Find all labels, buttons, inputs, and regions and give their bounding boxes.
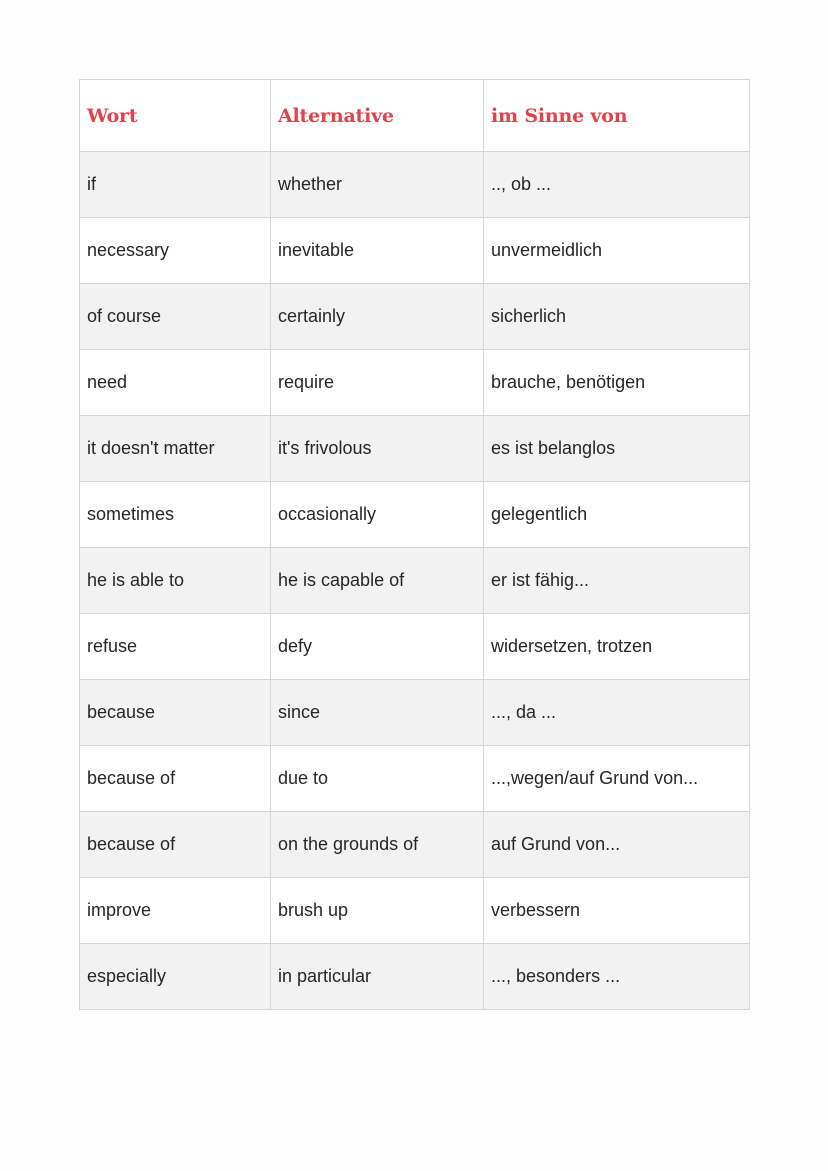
cell-meaning: ..., da ... [484, 680, 750, 746]
cell-meaning: es ist belanglos [484, 416, 750, 482]
cell-alternative: since [271, 680, 484, 746]
column-header-im-sinne-von: im Sinne von [484, 80, 750, 152]
cell-meaning: gelegentlich [484, 482, 750, 548]
vocabulary-table [79, 79, 750, 1010]
cell-meaning: verbessern [484, 878, 750, 944]
table-body [80, 152, 750, 1010]
cell-alternative: in particular [271, 944, 484, 1010]
cell-meaning: unvermeidlich [484, 218, 750, 284]
column-header-wort: Wort [80, 80, 271, 152]
cell-wort: need [80, 350, 271, 416]
cell-alternative: he is capable of [271, 548, 484, 614]
cell-alternative: on the grounds of [271, 812, 484, 878]
cell-meaning: ...,wegen/auf Grund von... [484, 746, 750, 812]
cell-meaning: sicherlich [484, 284, 750, 350]
cell-alternative: certainly [271, 284, 484, 350]
cell-wort: improve [80, 878, 271, 944]
table-row [80, 878, 750, 944]
table-row [80, 350, 750, 416]
cell-alternative: whether [271, 152, 484, 218]
table-row [80, 680, 750, 746]
cell-meaning: auf Grund von... [484, 812, 750, 878]
table-row [80, 416, 750, 482]
cell-meaning: .., ob ... [484, 152, 750, 218]
cell-wort: because of [80, 746, 271, 812]
cell-alternative: require [271, 350, 484, 416]
table-row [80, 482, 750, 548]
cell-meaning: widersetzen, trotzen [484, 614, 750, 680]
cell-wort: of course [80, 284, 271, 350]
cell-alternative: it's frivolous [271, 416, 484, 482]
table-row [80, 746, 750, 812]
cell-alternative: inevitable [271, 218, 484, 284]
cell-wort: especially [80, 944, 271, 1010]
table-row [80, 152, 750, 218]
cell-wort: refuse [80, 614, 271, 680]
cell-wort: sometimes [80, 482, 271, 548]
cell-alternative: due to [271, 746, 484, 812]
cell-meaning: brauche, benötigen [484, 350, 750, 416]
cell-meaning: ..., besonders ... [484, 944, 750, 1010]
cell-wort: he is able to [80, 548, 271, 614]
header-row [80, 80, 750, 152]
table-row [80, 812, 750, 878]
cell-wort: because [80, 680, 271, 746]
table-row [80, 944, 750, 1010]
cell-wort: it doesn't matter [80, 416, 271, 482]
cell-alternative: brush up [271, 878, 484, 944]
cell-wort: if [80, 152, 271, 218]
table-row [80, 614, 750, 680]
table-row [80, 548, 750, 614]
table-header [80, 80, 750, 152]
cell-alternative: occasionally [271, 482, 484, 548]
cell-wort: necessary [80, 218, 271, 284]
column-header-alternative: Alternative [271, 80, 484, 152]
cell-meaning: er ist fähig... [484, 548, 750, 614]
cell-wort: because of [80, 812, 271, 878]
cell-alternative: defy [271, 614, 484, 680]
table-row [80, 284, 750, 350]
table-row [80, 218, 750, 284]
